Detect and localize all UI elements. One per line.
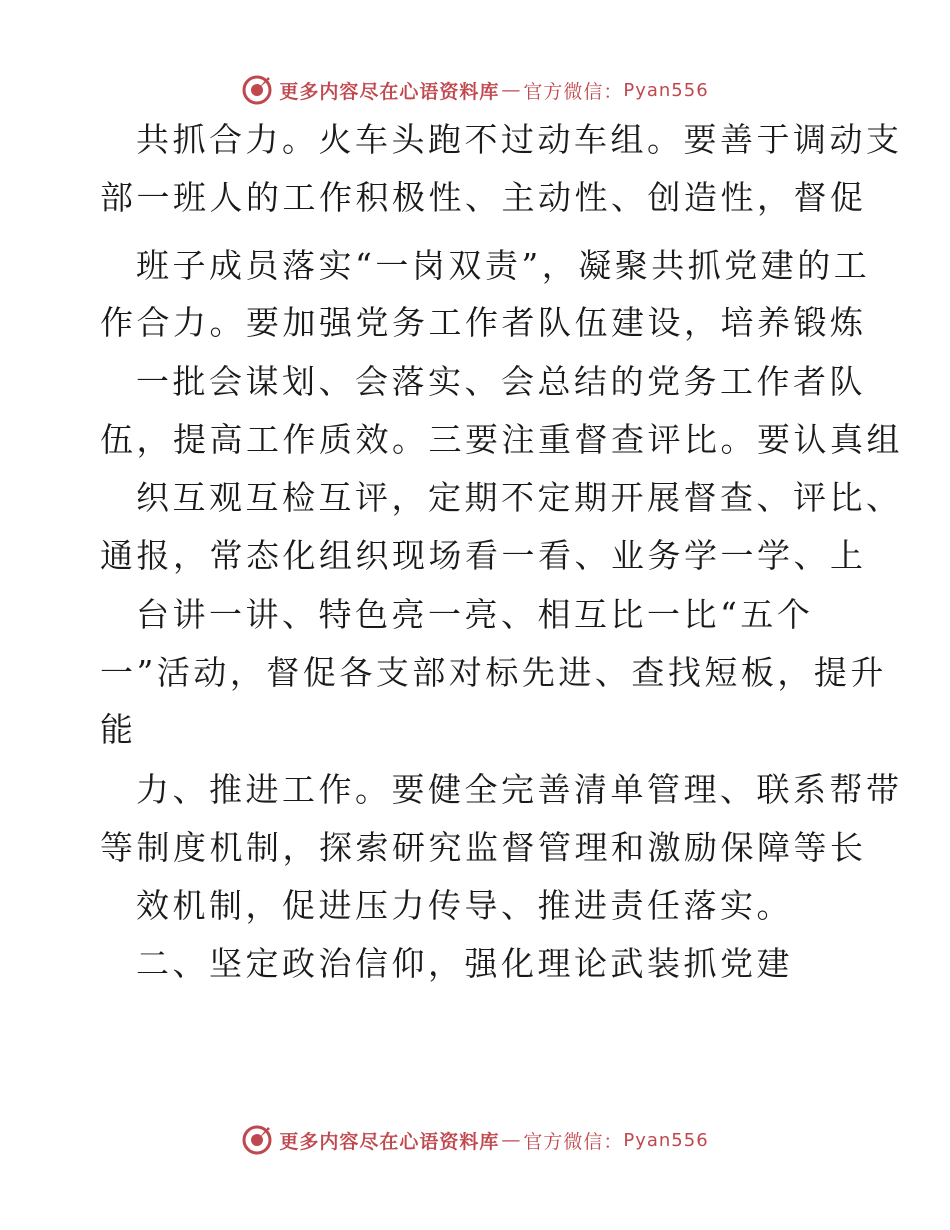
banner-official-label: 官方微信：: [523, 1130, 624, 1153]
banner-wechat-id: Pyan556: [623, 79, 709, 101]
banner-separator: —: [501, 79, 522, 101]
banner-brand-text: 更多内容尽在心语资料库: [279, 1130, 500, 1153]
text-line: 伍，提高工作质效。三要注重督查评比。要认真组: [100, 420, 903, 459]
banner-wechat-id: Pyan556: [623, 1129, 709, 1151]
text-line: 效机制，促进压力传导、推进责任落实。: [136, 886, 793, 925]
text-line: 等制度机制，探索研究监督管理和激励保障等长: [100, 828, 867, 867]
logo-icon: [241, 1124, 273, 1156]
text-line: 班子成员落实“一岗双责”，凝聚共抓党建的工: [136, 246, 871, 285]
header-banner: [0, 72, 950, 108]
text-line: 力、推进工作。要健全完善清单管理、联系帮带: [136, 770, 903, 809]
text-line: 一批会谋划、会落实、会总结的党务工作者队: [136, 362, 866, 401]
text-line: 作合力。要加强党务工作者队伍建设，培养锻炼: [100, 303, 867, 342]
banner-official-label: 官方微信：: [523, 80, 624, 103]
text-line: 能: [100, 710, 137, 749]
text-line: 部一班人的工作积极性、主动性、创造性，督促: [100, 178, 867, 217]
text-line: 一”活动，督促各支部对标先进、查找短板，提升: [100, 653, 887, 692]
footer-banner: [0, 1122, 950, 1158]
text-line: 通报，常态化组织现场看一看、业务学一学、上: [100, 536, 867, 575]
banner-brand-text: 更多内容尽在心语资料库: [279, 80, 500, 103]
text-line: 台讲一讲、特色亮一亮、相互比一比“五个: [136, 595, 814, 634]
banner-separator: —: [501, 1129, 522, 1151]
logo-icon: [241, 74, 273, 106]
text-line: 共抓合力。火车头跑不过动车组。要善于调动支: [136, 120, 903, 159]
text-line: 织互观互检互评，定期不定期开展督查、评比、: [136, 478, 903, 517]
section-heading: 二、坚定政治信仰，强化理论武装抓党建: [136, 944, 793, 983]
